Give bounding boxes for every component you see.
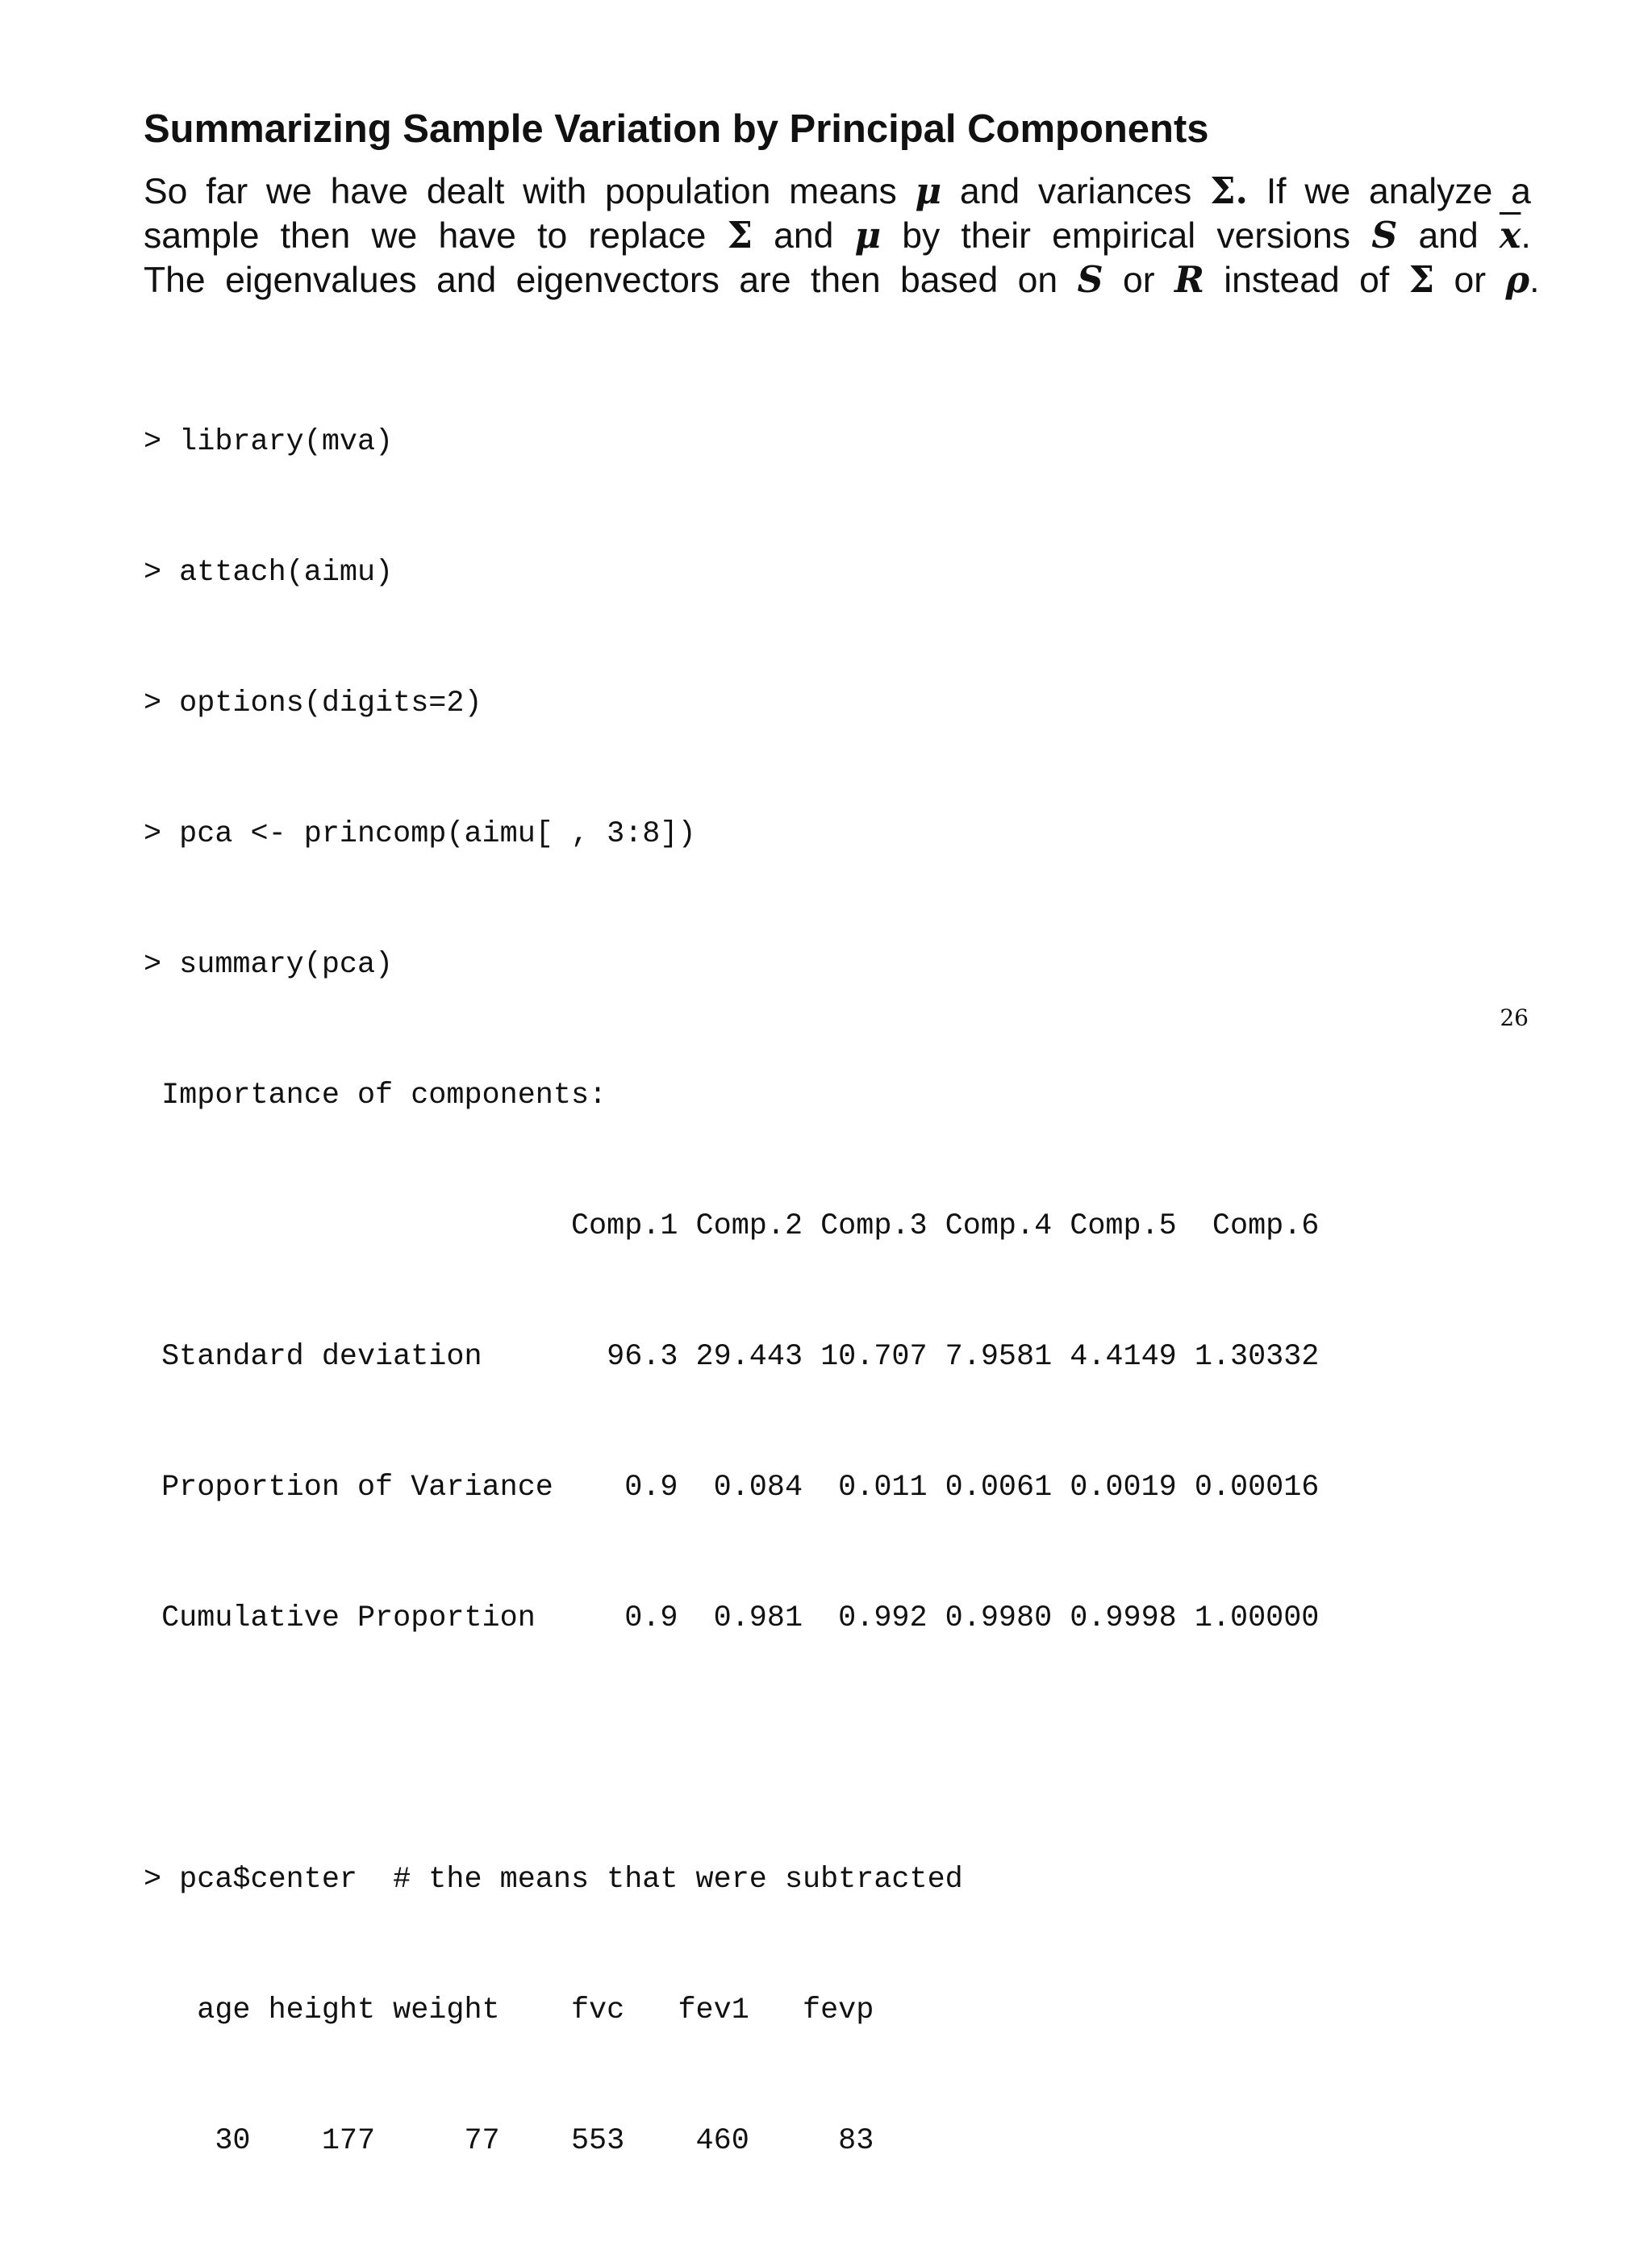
x-bar-symbol: $\overline{x}$	[1499, 215, 1521, 257]
word: their	[961, 216, 1031, 256]
sigma-symbol: Σ.	[1210, 170, 1249, 212]
word: The	[144, 261, 206, 300]
word: to	[537, 216, 568, 256]
word: sample	[144, 216, 260, 256]
code-line: > options(digits=2)	[144, 687, 482, 720]
word: population	[605, 172, 771, 211]
code-output-line: Proportion of Variance 0.9 0.084 0.011 0.0061 0.0019 0.00016	[144, 1471, 1320, 1505]
word: or	[1454, 261, 1487, 300]
word: dealt	[426, 172, 505, 211]
word: on	[1017, 261, 1058, 300]
code-line: > attach(aimu)	[144, 556, 394, 590]
word: based	[899, 261, 999, 300]
word: instead	[1224, 261, 1340, 300]
rho-group	[1505, 261, 1539, 300]
word: and	[1418, 216, 1479, 256]
period: .	[1521, 216, 1531, 256]
word: replace	[588, 216, 707, 256]
s-matrix-symbol: S	[1077, 259, 1103, 301]
sigma-symbol: Σ	[1408, 259, 1435, 301]
word: then	[280, 216, 351, 256]
word: we	[371, 216, 418, 256]
code-output-line: Importance of components:	[144, 1079, 607, 1112]
code-output-line: Cumulative Proportion 0.9 0.981 0.992 0.9980 0.9998 1.00000	[144, 1601, 1320, 1635]
word: and	[774, 216, 834, 256]
word: then	[810, 261, 881, 300]
word: and	[959, 172, 1020, 211]
word: means	[789, 172, 897, 211]
code-blank-line	[144, 1727, 1531, 1771]
code-output-line: age height weight fvc fev1 fevp	[144, 1993, 874, 2027]
paragraph-line-1	[144, 169, 1531, 214]
word: with	[523, 172, 587, 211]
period: .	[1529, 261, 1540, 300]
word: eigenvectors	[515, 261, 720, 300]
word: versions	[1216, 216, 1351, 256]
word: a	[1511, 172, 1531, 211]
slide-title: Summarizing Sample Variation by Principal Components	[144, 107, 1209, 151]
sigma-symbol: Σ	[727, 215, 753, 257]
word: or	[1122, 261, 1155, 300]
word: by	[902, 216, 941, 256]
page-number: 26	[1500, 1004, 1529, 1031]
word: have	[330, 172, 409, 211]
code-output-line: Comp.1 Comp.2 Comp.3 Comp.4 Comp.5 Comp.6	[144, 1209, 1320, 1243]
intro-paragraph	[144, 169, 1540, 303]
word: If	[1266, 172, 1287, 211]
word: we	[1304, 172, 1351, 211]
paragraph-line-3	[144, 258, 1540, 303]
word: and	[436, 261, 497, 300]
r-matrix-symbol: R	[1174, 259, 1204, 301]
s-matrix-symbol: S	[1371, 215, 1398, 257]
word: eigenvalues	[225, 261, 417, 300]
word: have	[438, 216, 516, 256]
mu-symbol: μ	[915, 170, 942, 212]
code-output-line: Standard deviation 96.3 29.443 10.707 7.9581 4.4149 1.30332	[144, 1340, 1320, 1374]
slide	[144, 105, 1540, 2250]
word: are	[739, 261, 791, 300]
paragraph-line-2	[144, 214, 1531, 258]
rho-symbol: ρ	[1505, 259, 1530, 301]
r-code-block	[144, 333, 1531, 2250]
code-line: > pca <- princomp(aimu[ , 3:8])	[144, 817, 696, 851]
word: variances	[1037, 172, 1192, 211]
x-bar-group	[1500, 214, 1531, 258]
word: So	[144, 172, 188, 211]
word: we	[265, 172, 312, 211]
mu-symbol: μ	[854, 215, 882, 257]
word: far	[206, 172, 248, 211]
word: empirical	[1052, 216, 1196, 256]
code-line: > library(mva)	[144, 425, 394, 459]
word: analyze	[1368, 172, 1493, 211]
code-line: > summary(pca)	[144, 948, 394, 982]
code-output-line: 30 177 77 553 460 83	[144, 2124, 874, 2158]
code-line: > pca$center # the means that were subtracted	[144, 1863, 963, 1897]
word: of	[1359, 261, 1390, 300]
